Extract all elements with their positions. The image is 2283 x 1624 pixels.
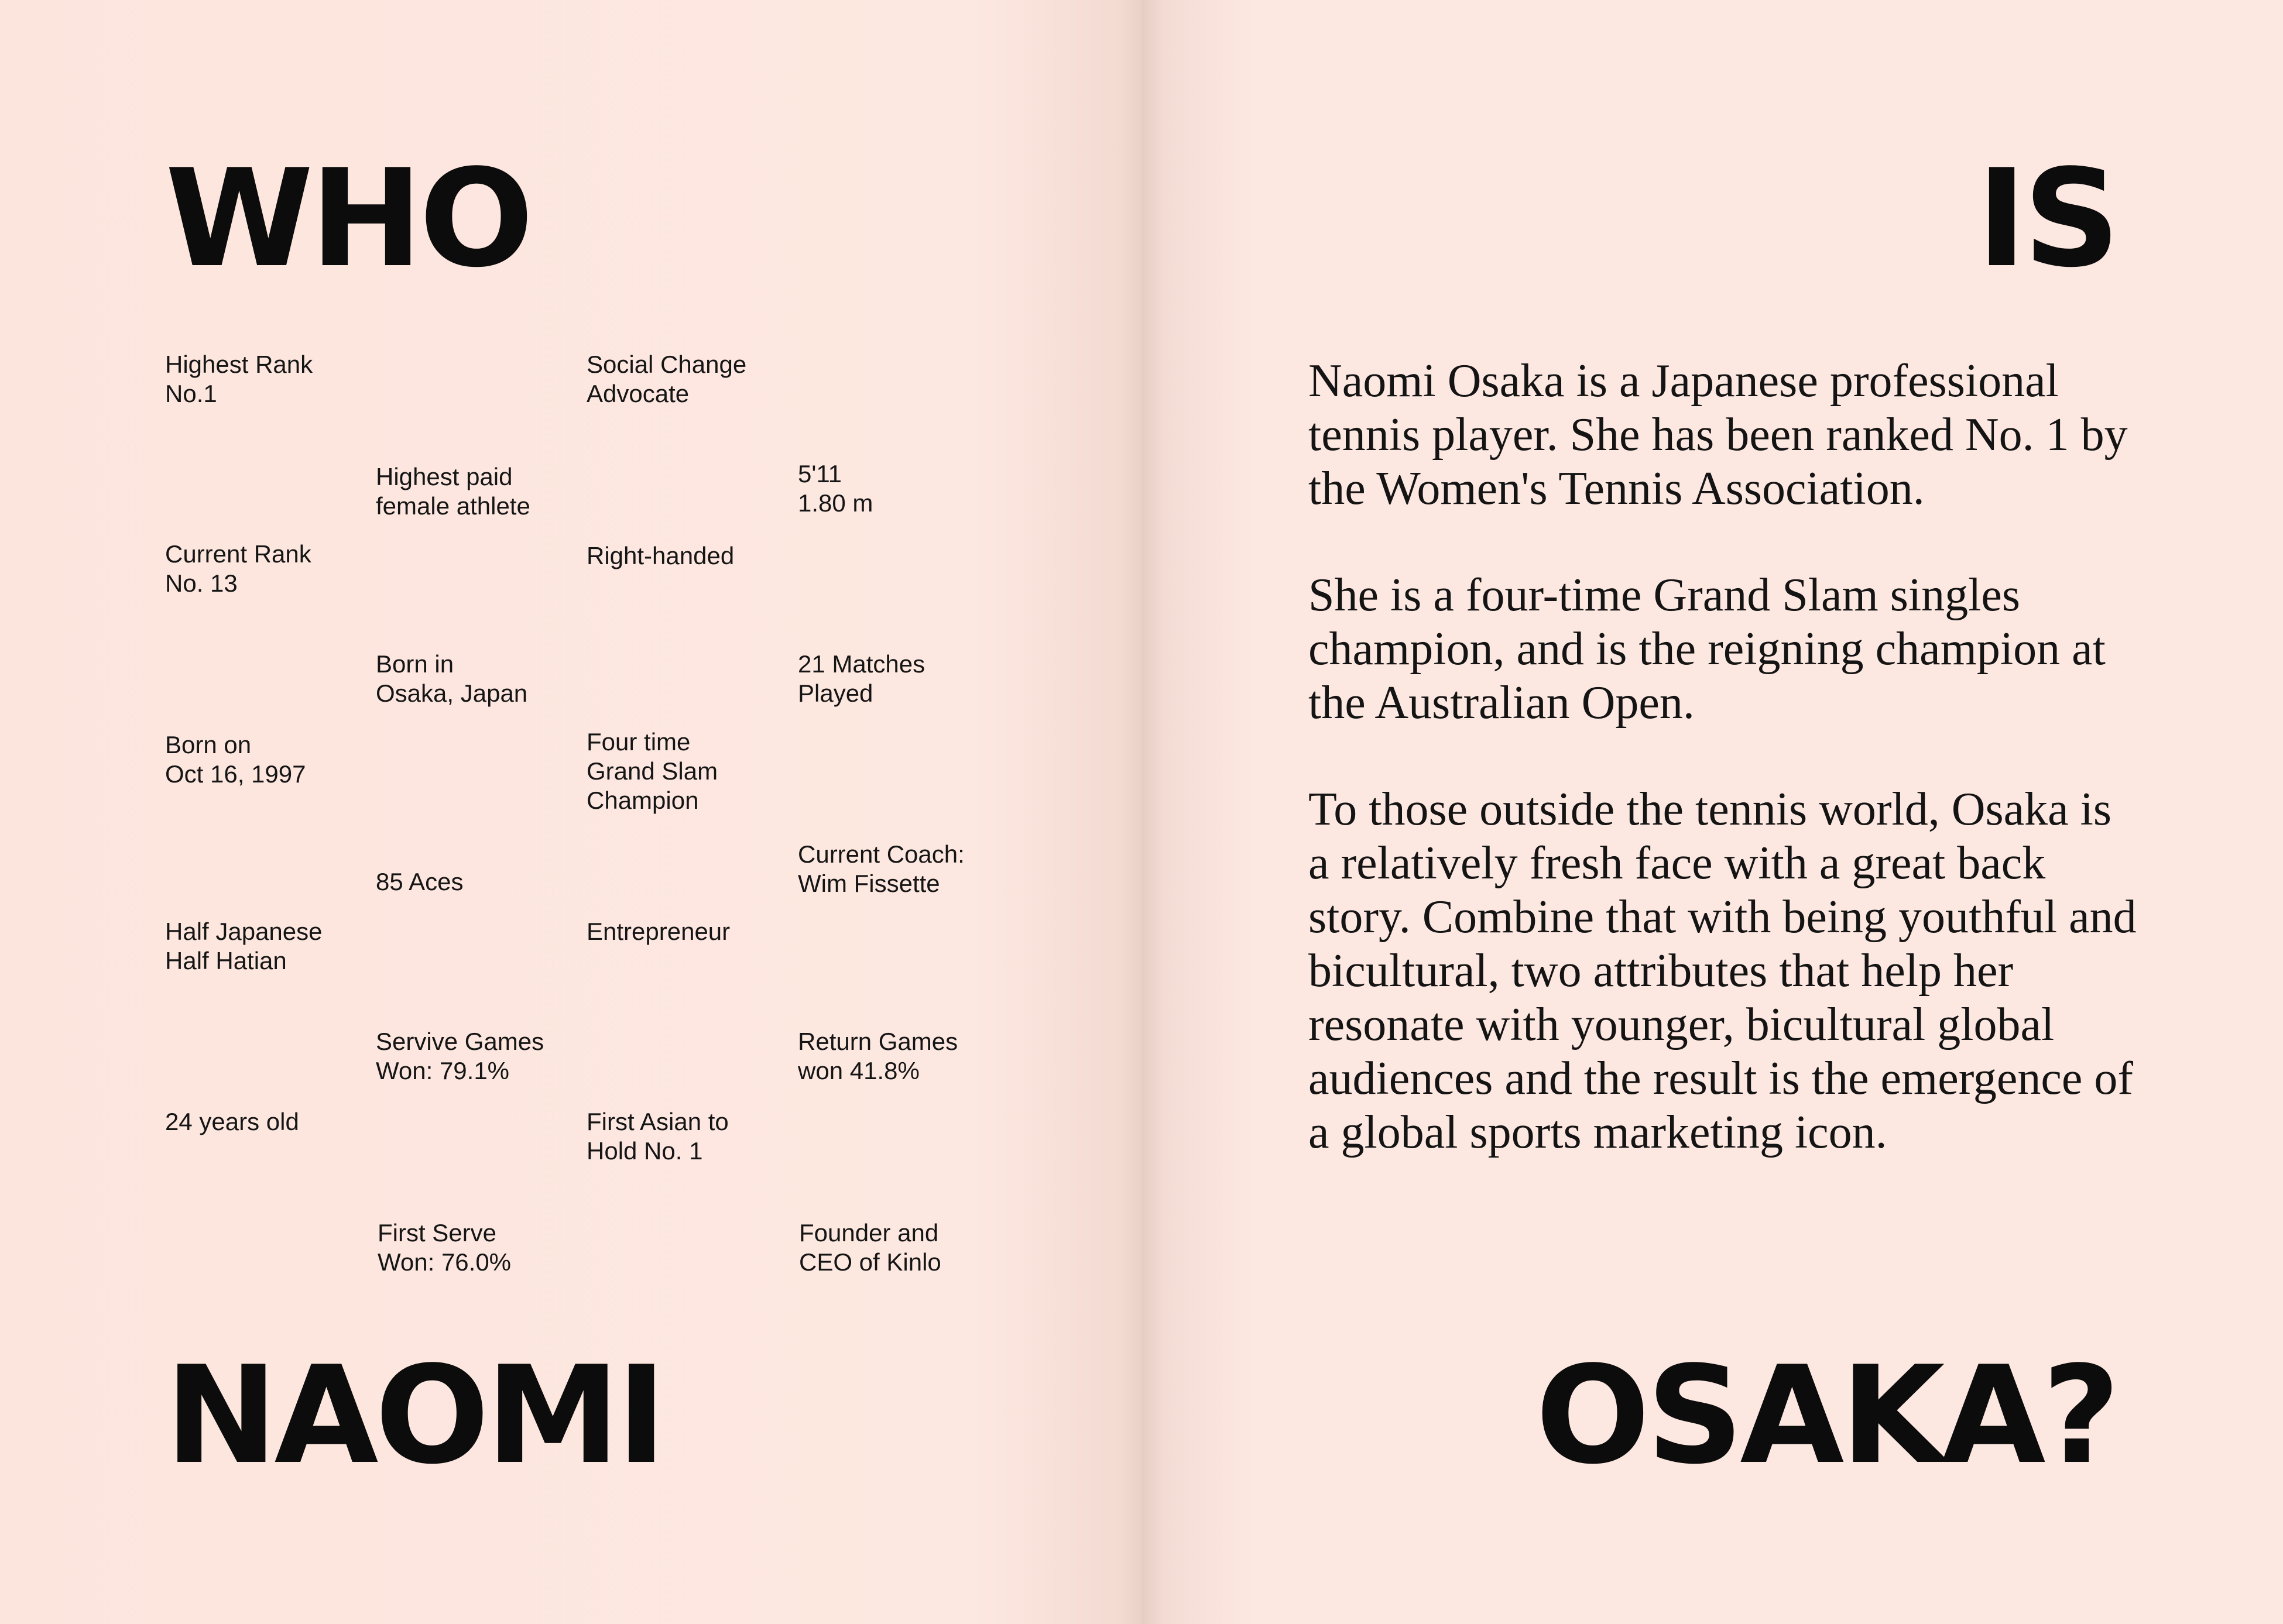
bio-paragraph-2: She is a four-time Grand Slam singles champion, and is the reigning champion at the Australian Open. xyxy=(1308,569,2106,729)
heading-naomi: NAOMI xyxy=(165,1338,663,1494)
bio-paragraph-1: Naomi Osaka is a Japanese professional tennis player. She has been ranked No. 1 by the Women's Tennis Association. xyxy=(1308,355,2128,514)
heading-osaka: OSAKA? xyxy=(1535,1338,2117,1494)
stat-coach: Current Coach: Wim Fissette xyxy=(798,840,965,897)
stat-first-asian: First Asian to Hold No. 1 xyxy=(587,1108,729,1165)
stat-return-games: Return Games won 41.8% xyxy=(798,1028,958,1084)
stat-highest-rank: Highest Rank No.1 xyxy=(165,351,313,407)
stat-born-in: Born in Osaka, Japan xyxy=(376,650,528,707)
stat-aces: 85 Aces xyxy=(376,868,464,895)
stat-founder: Founder and CEO of Kinlo xyxy=(799,1219,941,1276)
stat-heritage: Half Japanese Half Hatian xyxy=(165,918,323,974)
bio-text xyxy=(1308,354,2140,1212)
heading-who: WHO xyxy=(165,141,530,297)
stat-highest-paid: Highest paid female athlete xyxy=(376,463,530,520)
stat-height: 5'11 1.80 m xyxy=(798,460,873,517)
stat-service-games: Servive Games Won: 79.1% xyxy=(376,1028,544,1084)
stat-first-serve: First Serve Won: 76.0% xyxy=(378,1219,512,1276)
stat-social-change: Social Change Advocate xyxy=(587,351,747,407)
stat-born-on: Born on Oct 16, 1997 xyxy=(165,731,306,788)
stat-age: 24 years old xyxy=(165,1108,299,1135)
stat-right-handed: Right-handed xyxy=(587,542,735,569)
stat-grand-slam: Four time Grand Slam Champion xyxy=(587,728,718,814)
bio-paragraph-3: To those outside the tennis world, Osaka is a relatively fresh face with a great back story. Combine that with being youthful and bicultural, two attributes that help her resonate with younger, bicultural global audiences and the result is the emergence of a global sports marketing icon. xyxy=(1308,784,2137,1158)
stat-entrepreneur: Entrepreneur xyxy=(587,918,731,945)
stat-matches: 21 Matches Played xyxy=(798,650,925,707)
stat-current-rank: Current Rank No. 13 xyxy=(165,540,311,597)
heading-is: IS xyxy=(1976,141,2117,297)
